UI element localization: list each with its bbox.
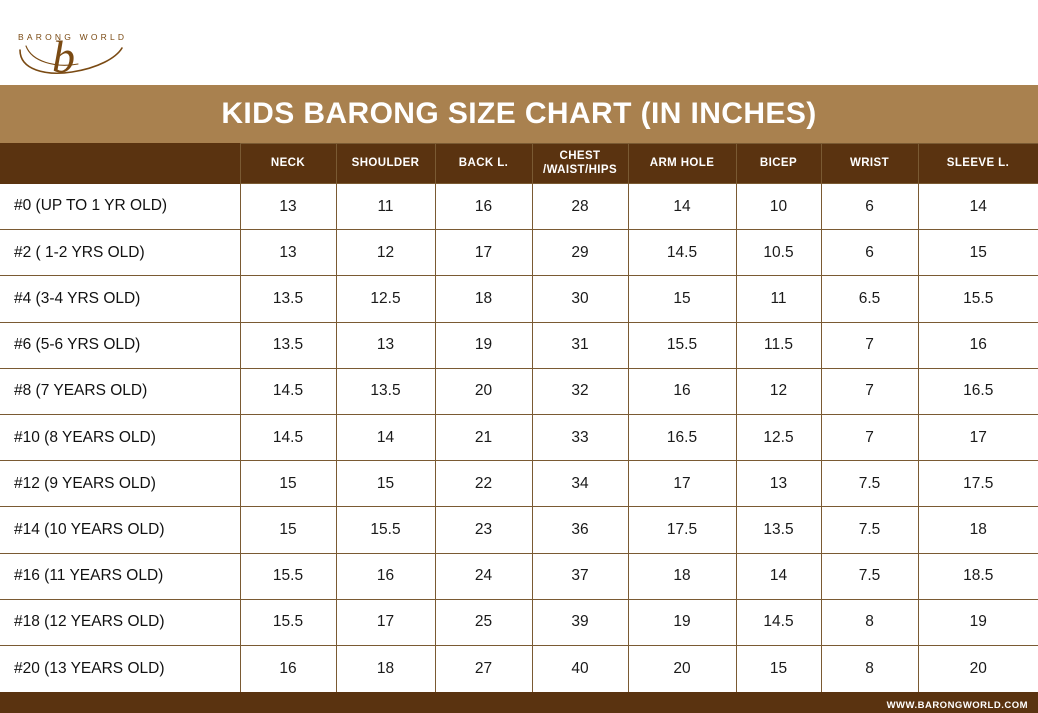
cell-shoulder: 12 — [336, 230, 435, 276]
page-title: KIDS BARONG SIZE CHART (IN INCHES) — [221, 97, 817, 130]
table-row — [0, 645, 1038, 691]
cell-wrist: 7 — [821, 368, 918, 414]
title-banner — [0, 85, 1038, 143]
cell-back-length: 17 — [435, 230, 532, 276]
row-label: #18 (12 YEARS OLD) — [0, 599, 240, 645]
cell-arm-hole: 15 — [628, 276, 736, 322]
cell-sleeve-length: 17.5 — [918, 461, 1038, 507]
cell-back-length: 23 — [435, 507, 532, 553]
row-label: #10 (8 YEARS OLD) — [0, 414, 240, 460]
logo-brand-text: BARONG WORLD — [18, 32, 128, 42]
cell-arm-hole: 20 — [628, 645, 736, 691]
cell-shoulder: 12.5 — [336, 276, 435, 322]
column-header-back-length: BACK L. — [435, 144, 532, 184]
cell-sleeve-length: 16.5 — [918, 368, 1038, 414]
size-chart-table-container — [0, 143, 1038, 698]
cell-back-length: 27 — [435, 645, 532, 691]
table-header-corner — [0, 144, 240, 184]
table-row — [0, 414, 1038, 460]
cell-arm-hole: 14.5 — [628, 230, 736, 276]
cell-arm-hole: 16.5 — [628, 414, 736, 460]
cell-wrist: 6.5 — [821, 276, 918, 322]
row-label: #8 (7 YEARS OLD) — [0, 368, 240, 414]
cell-shoulder: 16 — [336, 553, 435, 599]
cell-wrist: 6 — [821, 184, 918, 230]
footer-bar — [0, 698, 1038, 713]
cell-neck: 15.5 — [240, 599, 336, 645]
column-header-sleeve-length: SLEEVE L. — [918, 144, 1038, 184]
column-header-chest-waist-hips — [532, 144, 628, 184]
column-header-neck: NECK — [240, 144, 336, 184]
cell-arm-hole: 17 — [628, 461, 736, 507]
cell-bicep: 14 — [736, 553, 821, 599]
cell-shoulder: 15 — [336, 461, 435, 507]
cell-shoulder: 13.5 — [336, 368, 435, 414]
cell-chest: 37 — [532, 553, 628, 599]
cell-wrist: 8 — [821, 599, 918, 645]
cell-bicep: 14.5 — [736, 599, 821, 645]
cell-back-length: 20 — [435, 368, 532, 414]
cell-shoulder: 18 — [336, 645, 435, 691]
table-row — [0, 368, 1038, 414]
cell-arm-hole: 16 — [628, 368, 736, 414]
table-body — [0, 184, 1038, 692]
cell-chest: 28 — [532, 184, 628, 230]
cell-neck: 15 — [240, 507, 336, 553]
cell-back-length: 22 — [435, 461, 532, 507]
cell-bicep: 15 — [736, 645, 821, 691]
logo-swash-icon — [16, 44, 126, 78]
cell-shoulder: 14 — [336, 414, 435, 460]
cell-neck: 15.5 — [240, 553, 336, 599]
cell-chest: 40 — [532, 645, 628, 691]
row-label: #0 (UP TO 1 YR OLD) — [0, 184, 240, 230]
row-label: #16 (11 YEARS OLD) — [0, 553, 240, 599]
cell-arm-hole: 17.5 — [628, 507, 736, 553]
cell-sleeve-length: 18.5 — [918, 553, 1038, 599]
cell-shoulder: 17 — [336, 599, 435, 645]
column-header-shoulder: SHOULDER — [336, 144, 435, 184]
cell-wrist: 7.5 — [821, 507, 918, 553]
cell-sleeve-length: 18 — [918, 507, 1038, 553]
cell-bicep: 10 — [736, 184, 821, 230]
cell-chest: 31 — [532, 322, 628, 368]
cell-bicep: 11 — [736, 276, 821, 322]
cell-chest: 33 — [532, 414, 628, 460]
cell-neck: 16 — [240, 645, 336, 691]
row-label: #2 ( 1-2 YRS OLD) — [0, 230, 240, 276]
cell-chest: 34 — [532, 461, 628, 507]
table-row — [0, 230, 1038, 276]
cell-sleeve-length: 16 — [918, 322, 1038, 368]
cell-sleeve-length: 15.5 — [918, 276, 1038, 322]
cell-arm-hole: 14 — [628, 184, 736, 230]
cell-shoulder: 15.5 — [336, 507, 435, 553]
cell-neck: 13 — [240, 230, 336, 276]
cell-wrist: 7.5 — [821, 553, 918, 599]
cell-chest: 39 — [532, 599, 628, 645]
cell-back-length: 19 — [435, 322, 532, 368]
column-header-chest-line1: CHEST — [559, 150, 601, 163]
cell-bicep: 13 — [736, 461, 821, 507]
cell-back-length: 25 — [435, 599, 532, 645]
size-chart-table — [0, 143, 1038, 692]
logo — [10, 8, 240, 83]
cell-bicep: 13.5 — [736, 507, 821, 553]
cell-bicep: 11.5 — [736, 322, 821, 368]
cell-neck: 15 — [240, 461, 336, 507]
cell-sleeve-length: 17 — [918, 414, 1038, 460]
column-header-arm-hole: ARM HOLE — [628, 144, 736, 184]
cell-arm-hole: 15.5 — [628, 322, 736, 368]
cell-shoulder: 11 — [336, 184, 435, 230]
cell-back-length: 24 — [435, 553, 532, 599]
table-row — [0, 507, 1038, 553]
column-header-bicep: BICEP — [736, 144, 821, 184]
cell-neck: 13.5 — [240, 276, 336, 322]
cell-chest: 32 — [532, 368, 628, 414]
cell-neck: 14.5 — [240, 414, 336, 460]
cell-back-length: 18 — [435, 276, 532, 322]
cell-sleeve-length: 20 — [918, 645, 1038, 691]
cell-wrist: 8 — [821, 645, 918, 691]
cell-shoulder: 13 — [336, 322, 435, 368]
cell-arm-hole: 18 — [628, 553, 736, 599]
cell-chest: 30 — [532, 276, 628, 322]
cell-back-length: 21 — [435, 414, 532, 460]
row-label: #14 (10 YEARS OLD) — [0, 507, 240, 553]
cell-chest: 36 — [532, 507, 628, 553]
table-header-row — [0, 144, 1038, 184]
cell-sleeve-length: 19 — [918, 599, 1038, 645]
logo-monogram: b — [52, 31, 75, 82]
table-row — [0, 461, 1038, 507]
table-row — [0, 599, 1038, 645]
row-label: #20 (13 YEARS OLD) — [0, 645, 240, 691]
cell-sleeve-length: 14 — [918, 184, 1038, 230]
column-header-chest-line2: /WAIST/HIPS — [542, 163, 618, 176]
cell-neck: 13.5 — [240, 322, 336, 368]
table-row — [0, 276, 1038, 322]
cell-chest: 29 — [532, 230, 628, 276]
cell-wrist: 6 — [821, 230, 918, 276]
table-row — [0, 553, 1038, 599]
footer-website-url: WWW.BARONGWORLD.COM — [886, 700, 1028, 711]
cell-bicep: 12.5 — [736, 414, 821, 460]
row-label: #6 (5-6 YRS OLD) — [0, 322, 240, 368]
cell-wrist: 7 — [821, 414, 918, 460]
cell-back-length: 16 — [435, 184, 532, 230]
column-header-wrist: WRIST — [821, 144, 918, 184]
table-row — [0, 184, 1038, 230]
cell-neck: 13 — [240, 184, 336, 230]
cell-arm-hole: 19 — [628, 599, 736, 645]
row-label: #4 (3-4 YRS OLD) — [0, 276, 240, 322]
cell-wrist: 7 — [821, 322, 918, 368]
table-header — [0, 144, 1038, 184]
table-row — [0, 322, 1038, 368]
cell-sleeve-length: 15 — [918, 230, 1038, 276]
cell-bicep: 12 — [736, 368, 821, 414]
row-label: #12 (9 YEARS OLD) — [0, 461, 240, 507]
cell-neck: 14.5 — [240, 368, 336, 414]
cell-wrist: 7.5 — [821, 461, 918, 507]
cell-bicep: 10.5 — [736, 230, 821, 276]
